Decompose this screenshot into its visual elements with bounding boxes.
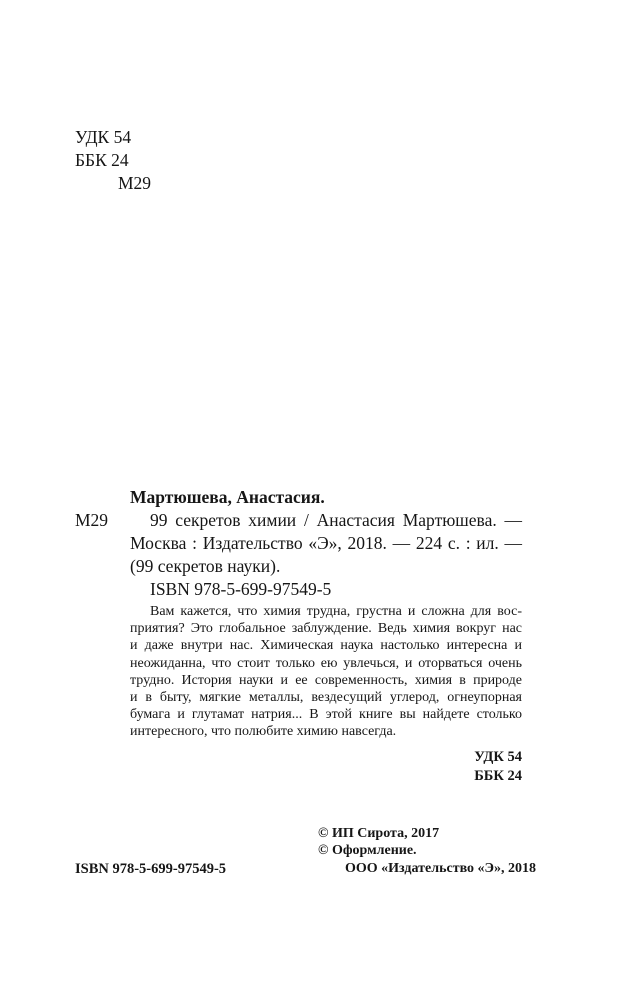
author-heading: Мартюшева, Анастасия. — [130, 487, 325, 507]
record-author-mark: М29 — [75, 510, 109, 530]
title-line-3: (99 секретов науки). — [130, 556, 281, 576]
record-isbn: ISBN 978-5-699-97549-5 — [150, 579, 332, 599]
copyright-line-2: © Оформление. — [318, 843, 417, 858]
title-line-2: Москва : Издательство «Э», 2018. — 224 с. : ил. — — [130, 533, 522, 553]
index-udk: УДК 54 — [474, 749, 522, 765]
annotation-line: трудно. История науки и ее современность, химия в природе — [130, 672, 522, 688]
annotation-line: неожиданна, что стоит только ею увлечься, и оторваться очень — [130, 655, 522, 671]
copyright-line-1: © ИП Сирота, 2017 — [318, 826, 440, 841]
annotation-line: бумага и глутамат натрия... В этой книге вы найдете столько — [130, 707, 522, 723]
annotation-line: интересного, что полюбите химию навсегда. — [130, 724, 397, 740]
bbk-code: ББК 24 — [75, 150, 129, 170]
copyright-line-3: ООО «Издательство «Э», 2018 — [345, 861, 537, 876]
udk-code: УДК 54 — [75, 127, 132, 147]
index-bbk: ББК 24 — [474, 768, 522, 784]
annotation-line: и даже внутри нас. Химическая наука настолько интересна и — [130, 638, 522, 654]
title-line-1: 99 секретов химии / Анастасия Мартюшева. — — [150, 510, 522, 530]
footer-isbn: ISBN 978-5-699-97549-5 — [75, 861, 227, 877]
index-codes — [474, 748, 522, 786]
annotation-paragraph — [130, 603, 522, 741]
author-mark: М29 — [118, 173, 152, 193]
annotation-line: приятия? Это глобальное заблуждение. Ведь химия вокруг нас — [130, 621, 522, 637]
annotation-line: и в быту, мягкие металлы, вездесущий углерод, огнеупорная — [130, 689, 522, 705]
annotation-line: Вам кажется, что химия трудна, грустна и сложна для вос- — [150, 604, 522, 619]
